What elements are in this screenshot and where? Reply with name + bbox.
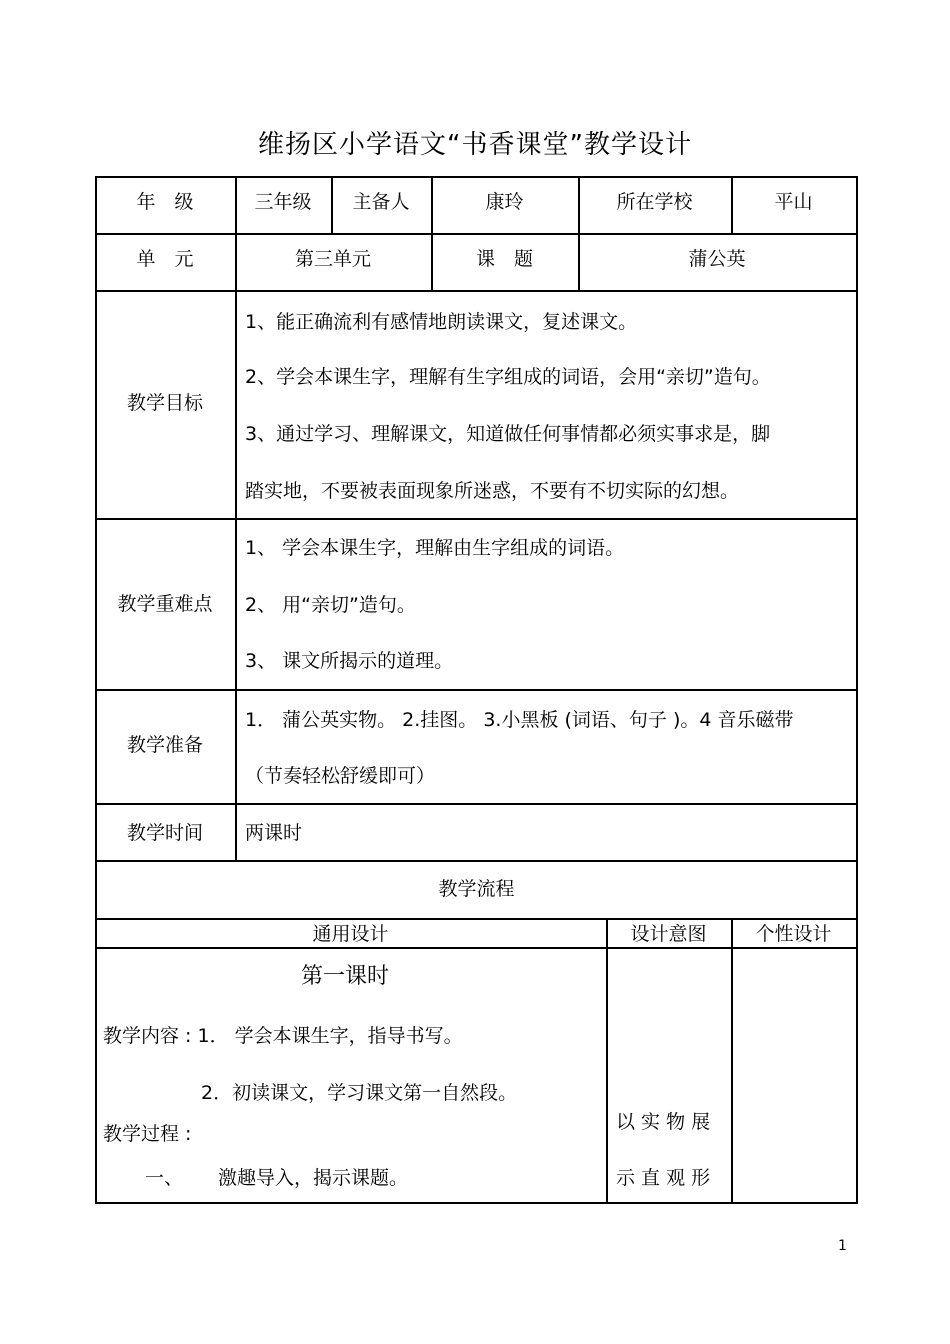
table-border-left <box>95 176 97 1203</box>
row-divider <box>95 918 858 920</box>
row-divider <box>95 803 858 805</box>
key-point-line: 1、 学会本课生字，理解由生字组成的词语。 <box>245 537 625 559</box>
row-divider <box>95 233 858 235</box>
table-border-top <box>95 176 858 178</box>
page-number: 1 <box>838 1238 847 1254</box>
grade-label: 年 级 <box>136 191 194 213</box>
lesson-title: 第一课时 <box>300 964 389 989</box>
time-value: 两课时 <box>245 822 303 844</box>
row-divider <box>95 290 858 292</box>
col-divider <box>731 918 733 1203</box>
preparer-value: 康玲 <box>485 191 524 213</box>
intent-line: 示 直 观 形 <box>616 1167 711 1189</box>
table-border-bottom <box>95 1202 858 1204</box>
preparation-line: （节奏轻松舒缓即可） <box>245 765 436 787</box>
col-divider <box>606 918 608 1203</box>
row-divider <box>95 518 858 520</box>
key-points-label: 教学重难点 <box>117 593 213 615</box>
preparation-label: 教学准备 <box>126 734 203 756</box>
content-line: 教学内容 : 1． 学会本课生字，指导书写。 <box>103 1025 463 1047</box>
col-divider <box>235 176 237 861</box>
row-divider <box>95 689 858 691</box>
topic-value: 蒲公英 <box>688 248 746 270</box>
process-heading: 教学流程 <box>438 878 515 900</box>
goal-line: 3、通过学习、理解课文，知道做任何事情都必须实事求是，脚 <box>245 423 771 445</box>
goal-line: 1、能正确流利有感情地朗读课文，复述课文。 <box>245 311 638 333</box>
table-border-right <box>856 176 858 1203</box>
topic-label: 课 题 <box>475 248 533 270</box>
step-number: 一、 <box>145 1167 184 1189</box>
page-title: 维扬区小学语文“书香课堂”教学设计 <box>258 130 692 160</box>
goal-line: 踏实地，不要被表面现象所迷惑，不要有不切实际的幻想。 <box>245 480 740 502</box>
school-value: 平山 <box>774 191 813 213</box>
school-label: 所在学校 <box>616 191 693 213</box>
preparer-label: 主备人 <box>352 191 410 213</box>
row-divider <box>95 947 858 949</box>
col-header-personal: 个性设计 <box>755 923 832 945</box>
time-label: 教学时间 <box>126 822 203 844</box>
intent-line: 以 实 物 展 <box>616 1111 711 1133</box>
grade-value: 三年级 <box>254 191 312 213</box>
goal-line: 2、学会本课生字，理解有生字组成的词语，会用“亲切”造句。 <box>245 366 771 388</box>
content-line: 2．初读课文，学习课文第一自然段。 <box>201 1082 518 1104</box>
step-text: 激趣导入，揭示课题。 <box>218 1167 409 1189</box>
key-point-line: 2、 用“亲切”造句。 <box>245 594 416 616</box>
key-point-line: 3、 课文所揭示的道理。 <box>245 650 454 672</box>
col-header-intent: 设计意图 <box>630 923 707 945</box>
col-header-general: 通用设计 <box>312 923 389 945</box>
unit-value: 第三单元 <box>294 248 371 270</box>
preparation-line: 1． 蒲公英实物。 2.挂图。 3.小黑板 (词语、句子 )。4 音乐磁带 <box>245 709 794 731</box>
unit-label: 单 元 <box>136 248 194 270</box>
lesson-plan-table <box>95 176 858 1203</box>
row-divider <box>95 860 858 862</box>
goals-label: 教学目标 <box>126 392 203 414</box>
process-label: 教学过程 : <box>103 1123 192 1145</box>
